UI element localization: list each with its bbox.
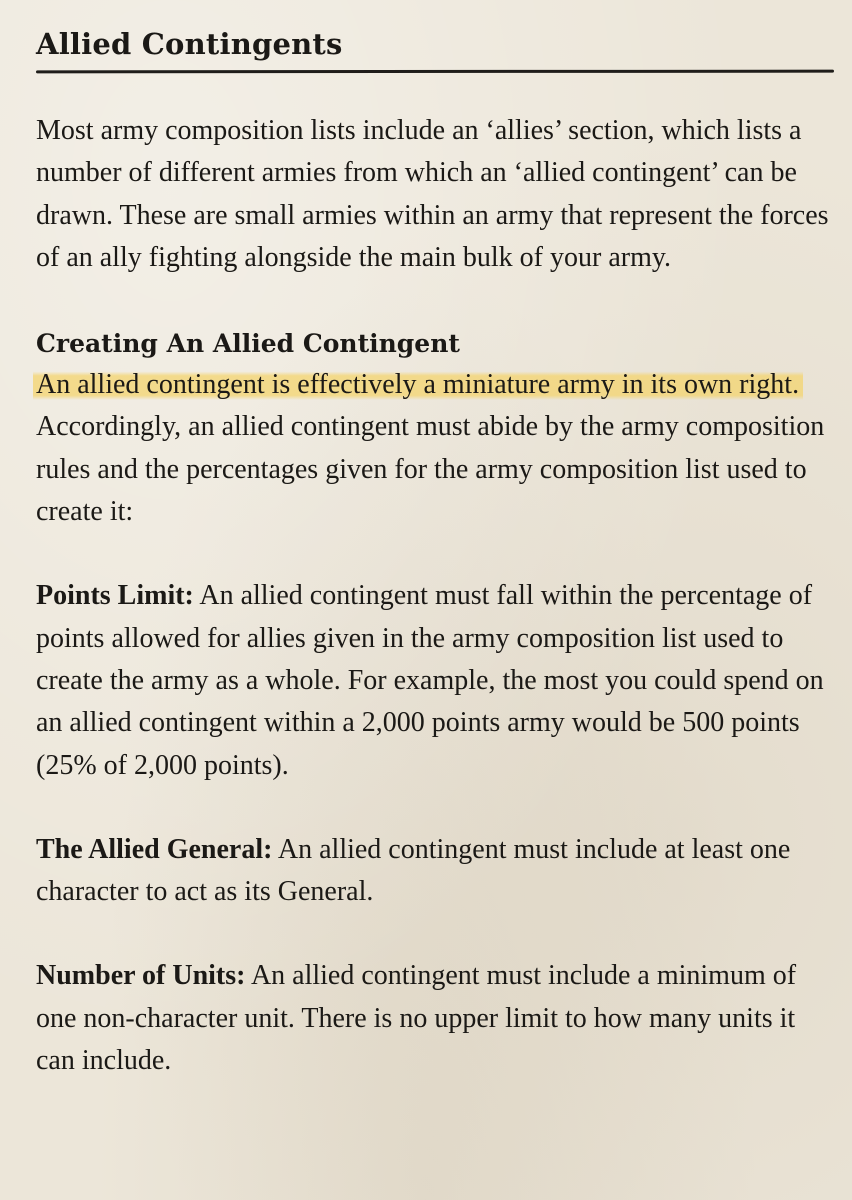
rule-term: Points Limit: xyxy=(36,580,194,612)
rule-allied-general xyxy=(36,829,836,914)
creating-paragraph xyxy=(36,364,836,533)
intro-paragraph: Most army composition lists include an ‘allies’ section, which lists a number of different armies from which an ‘allied contingent’ can be drawn. These are small armies within an army that represent the forces of an ally fighting alongside the main bulk of your army. xyxy=(36,115,829,273)
rule-text: An allied contingent must include at least one character to act as its General. xyxy=(36,833,791,908)
section-title: Allied Contingents xyxy=(36,27,343,61)
creating-paragraph-rest: Accordingly, an allied contingent must abide by the army composition rules and the percentages given for the army composition list used to create it: xyxy=(36,411,825,528)
creating-heading: Creating An Allied Contingent xyxy=(36,329,460,359)
title-underline-rule xyxy=(36,70,834,74)
rule-number-of-units xyxy=(36,955,836,1082)
document-page xyxy=(36,22,836,1082)
rule-term: Number of Units: xyxy=(36,960,246,992)
rule-points-limit xyxy=(36,575,836,786)
rule-term: The Allied General: xyxy=(36,833,273,865)
rule-text: An allied contingent must include a minimum of one non-character unit. There is no upper limit to how many units it can include. xyxy=(36,960,797,1077)
highlighted-passage: An allied contingent is effectively a miniature army in its own right. xyxy=(33,369,803,400)
rule-text: An allied contingent must fall within the percentage of points allowed for allies given in the army composition list used to create the army as a whole. For example, the most you could spend on an allied contingent within a 2,000 points army would be 500 points (25% of 2,000 points). xyxy=(36,580,824,781)
